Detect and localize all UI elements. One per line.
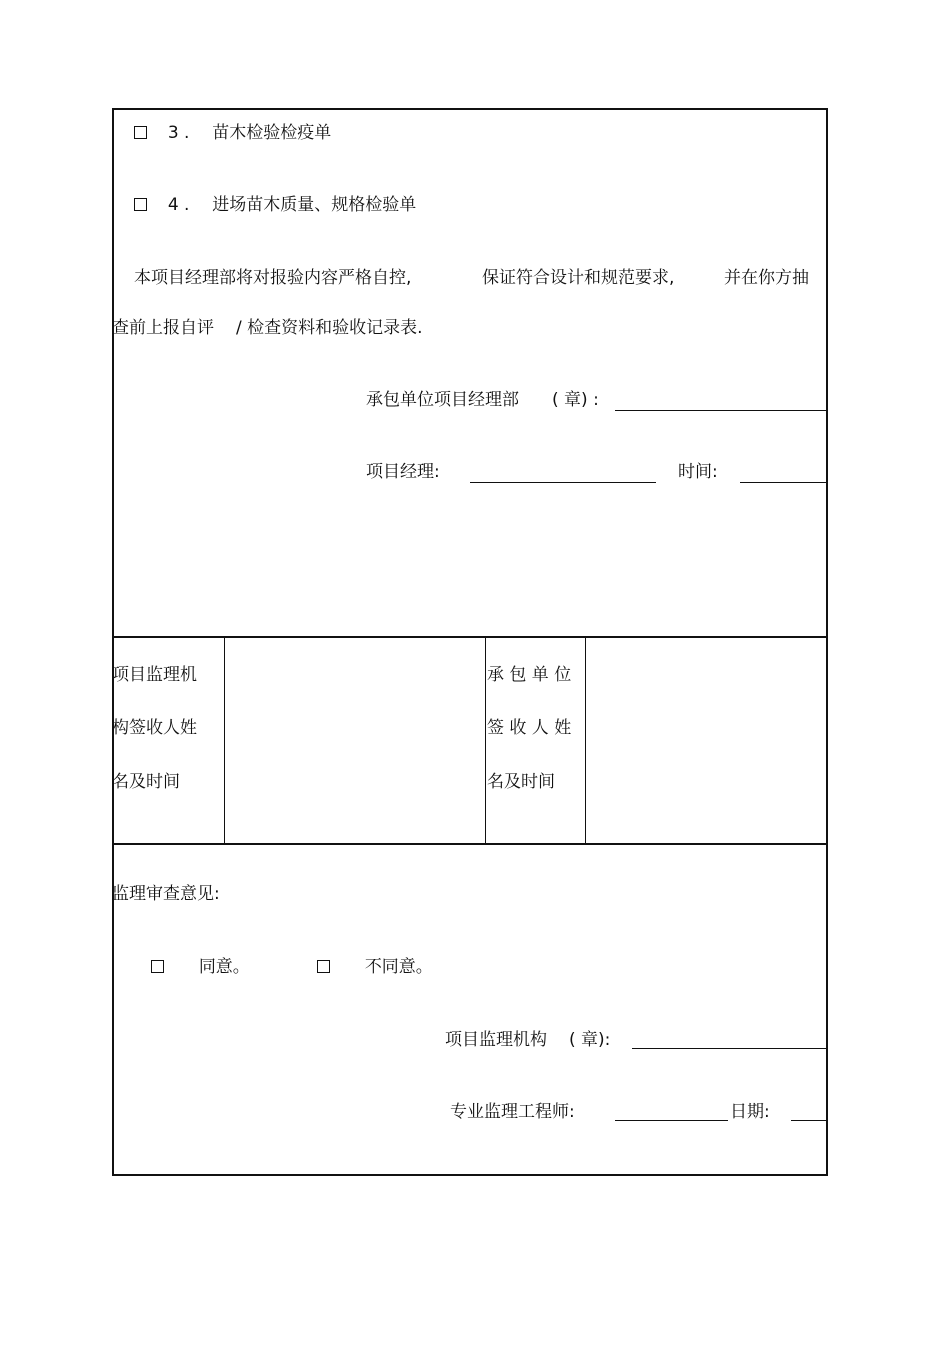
supervision-receiver-field[interactable] — [226, 638, 484, 842]
item-3-label: 苗木检验检疫单 — [212, 123, 332, 143]
contractor-receiver-field[interactable] — [587, 638, 826, 842]
time-line[interactable] — [740, 482, 827, 483]
col-divider-2 — [485, 637, 486, 844]
item-4-label: 进场苗木质量、规格检验单 — [212, 195, 417, 215]
date-label: 日期: — [730, 1102, 770, 1122]
supervision-receiver-line-1: 项目监理机 — [112, 665, 197, 685]
item-3-number: 3 . — [167, 123, 190, 143]
project-manager-signature-line[interactable] — [470, 482, 656, 483]
contractor-dept-seal: ( 章) : — [552, 390, 599, 410]
col-divider-1 — [224, 637, 225, 844]
supervision-receiver-line-3: 名及时间 — [112, 772, 180, 792]
statement-part-2: 保证符合设计和规范要求, — [482, 268, 675, 288]
contractor-receiver-line-3: 名及时间 — [487, 772, 555, 792]
engineer-label: 专业监理工程师: — [450, 1102, 575, 1122]
divider-lower — [112, 843, 828, 845]
col-divider-3 — [585, 637, 586, 844]
date-line[interactable] — [791, 1120, 827, 1121]
checkbox-item-4[interactable] — [134, 198, 147, 211]
contractor-receiver-line-2: 签 收 人 姓 — [487, 718, 572, 738]
checklist-item-3 — [134, 123, 331, 143]
contractor-dept-signature-line[interactable] — [615, 410, 827, 411]
contractor-receiver-line-1: 承 包 单 位 — [487, 665, 572, 685]
disagree-option — [317, 957, 433, 977]
checkbox-agree[interactable] — [151, 960, 164, 973]
agree-option — [151, 957, 250, 977]
supervision-receiver-line-2: 构签收人姓 — [112, 718, 197, 738]
statement-part-3: 并在你方抽 — [724, 268, 809, 288]
project-manager-label: 项目经理: — [366, 462, 440, 482]
checkbox-disagree[interactable] — [317, 960, 330, 973]
review-label: 监理审查意见: — [112, 884, 220, 904]
checklist-item-4 — [134, 195, 416, 215]
supervision-org-label: 项目监理机构 — [445, 1030, 547, 1050]
statement-part-1: 本项目经理部将对报验内容严格自控, — [134, 268, 412, 288]
disagree-label: 不同意。 — [364, 957, 433, 977]
engineer-signature-line[interactable] — [615, 1120, 728, 1121]
time-label: 时间: — [678, 462, 718, 482]
checkbox-item-3[interactable] — [134, 126, 147, 139]
supervision-org-signature-line[interactable] — [632, 1048, 827, 1049]
statement-line2-a: 查前上报自评 — [112, 318, 214, 338]
supervision-org-seal: ( 章): — [569, 1030, 611, 1050]
contractor-dept-label: 承包单位项目经理部 — [366, 390, 519, 410]
statement-line2-b: / 检查资料和验收记录表. — [236, 318, 423, 338]
agree-label: 同意。 — [198, 957, 250, 977]
item-4-number: 4 . — [167, 195, 190, 215]
